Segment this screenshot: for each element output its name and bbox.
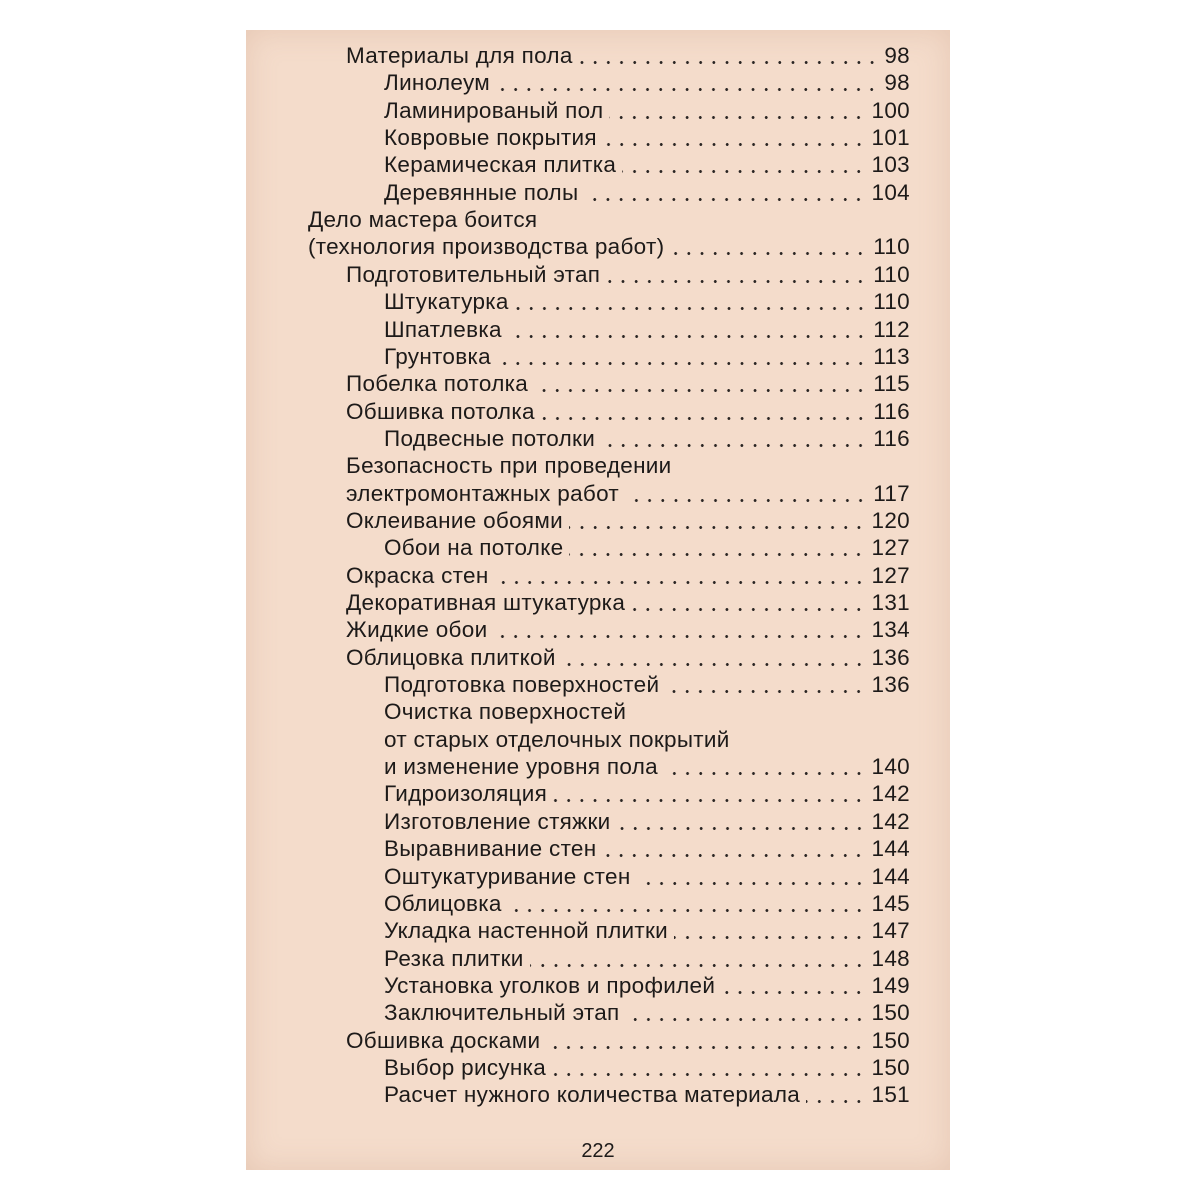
toc-entry-title: Штукатурка [384, 289, 509, 315]
toc-entry [346, 644, 910, 671]
toc-entry [346, 480, 910, 507]
toc-entry [384, 316, 910, 343]
dot-leader [721, 991, 865, 994]
toc-entry [384, 179, 910, 206]
toc-entry [384, 945, 910, 972]
toc-entry [346, 616, 910, 643]
toc-entry-page: 120 [871, 507, 910, 533]
toc-entry-page: 147 [871, 918, 910, 944]
toc-entry-title: Обшивка потолка [346, 398, 535, 424]
toc-entry [346, 261, 910, 288]
toc-entry [346, 1027, 910, 1054]
toc-entry-title: Подвесные потолки [384, 425, 596, 451]
toc-entry-title: Расчет нужного количества материала [384, 1082, 801, 1108]
toc-entry [346, 398, 910, 425]
dot-leader [609, 116, 865, 119]
toc-entry-page: 140 [871, 754, 910, 780]
toc-entry-page: 110 [873, 289, 910, 315]
toc-entry [346, 507, 910, 534]
toc-entry [384, 972, 910, 999]
toc-entry-title: Декоративная штукатурка [346, 590, 626, 615]
dot-leader [637, 882, 866, 885]
toc-entry-title: Резка плитки [384, 945, 524, 971]
toc-entry-page: 113 [873, 343, 910, 369]
dot-leader [626, 1018, 866, 1021]
toc-entry-title: Материалы для пола [346, 43, 573, 68]
dot-leader [603, 143, 866, 146]
toc-entry-title: от старых отделочных покрытий [384, 726, 730, 752]
toc-entry-page: 110 [873, 234, 910, 260]
dot-leader [622, 170, 865, 173]
toc-entry-page: 145 [871, 890, 910, 916]
toc-entry-title: Выбор рисунка [384, 1054, 547, 1080]
toc-entry-title: Гидроизоляция [384, 781, 548, 807]
toc-entry-page: 142 [871, 808, 910, 834]
toc-entry-title: Установка уголков и профилей [384, 972, 716, 998]
toc-entry-page: 98 [884, 43, 910, 68]
dot-leader [496, 88, 878, 91]
toc-entry-page: 100 [871, 97, 910, 123]
toc-entry [384, 1054, 910, 1081]
toc-entry [346, 42, 910, 69]
dot-leader [493, 635, 865, 638]
toc-entry-title: и изменение уровня пола [384, 754, 658, 780]
dot-leader [631, 608, 865, 611]
dot-leader [569, 553, 865, 556]
toc-entry-title: Дело мастера боится [308, 207, 538, 233]
toc-entry [384, 917, 910, 944]
dot-leader [584, 198, 865, 201]
toc-entry [384, 671, 910, 698]
toc-entry [384, 890, 910, 917]
toc-entry-page: 98 [884, 70, 910, 96]
dot-leader [670, 252, 867, 255]
toc-entry-title: Ковровые покрытия [384, 125, 597, 151]
dot-leader [664, 772, 866, 775]
toc-entry-page: 136 [871, 644, 910, 670]
dot-leader [617, 827, 866, 830]
toc-entry [384, 835, 910, 862]
toc-entry [384, 808, 910, 835]
toc-entry-page: 127 [871, 535, 910, 561]
table-of-contents [246, 30, 950, 1170]
toc-entry-title: Окраска стен [346, 562, 489, 588]
toc-entry [384, 97, 910, 124]
dot-leader [674, 936, 866, 939]
dot-leader [546, 1046, 865, 1049]
toc-entry [384, 780, 910, 807]
dot-leader [602, 854, 865, 857]
toc-entry-title: Безопасность при проведении [346, 453, 672, 479]
toc-entry-line [346, 452, 672, 479]
dot-leader [497, 362, 867, 365]
toc-entry [384, 753, 910, 780]
toc-entry-page: 151 [871, 1082, 910, 1108]
toc-entry-page: 142 [871, 781, 910, 807]
toc-entry-page: 150 [871, 1027, 910, 1053]
toc-entry-line [308, 206, 537, 233]
toc-entry-title: Заключительный этап [384, 1000, 620, 1026]
toc-entry-title: Жидкие обои [346, 617, 488, 643]
toc-entry [384, 863, 910, 890]
toc-entry [346, 589, 910, 616]
dot-leader [601, 444, 867, 447]
toc-entry-title: Линолеум [384, 70, 491, 96]
toc-entry [384, 1081, 910, 1108]
page-number: 222 [581, 1140, 615, 1162]
toc-entry [346, 370, 910, 397]
dot-leader [495, 581, 866, 584]
toc-entry-page: 104 [871, 179, 910, 205]
toc-entry-title: Очистка поверхностей [384, 699, 627, 725]
dot-leader [541, 417, 867, 420]
toc-entry-title: Ламинированый пол [384, 97, 604, 123]
toc-entry-page: 116 [873, 398, 910, 424]
toc-entry-page: 144 [871, 863, 910, 889]
toc-entry-title: Подготовительный этап [346, 261, 601, 287]
toc-entry-title: Керамическая плитка [384, 152, 617, 178]
toc-entry-title: Грунтовка [384, 343, 491, 369]
toc-entry [384, 425, 910, 452]
toc-entry-page: 144 [871, 836, 910, 862]
dot-leader [625, 499, 867, 502]
toc-entry-page: 134 [871, 617, 910, 643]
toc-entry [384, 288, 910, 315]
dot-leader [569, 526, 866, 529]
toc-entry-title: (технология производства работ) [308, 234, 665, 260]
toc-entry-page: 150 [871, 1054, 910, 1080]
toc-entry [384, 999, 910, 1026]
toc-entry-line [384, 726, 730, 753]
toc-entry-page: 148 [871, 945, 910, 971]
toc-entry [384, 343, 910, 370]
dot-leader [515, 307, 868, 310]
toc-entry [384, 534, 910, 561]
toc-entry-title: Побелка потолка [346, 371, 529, 397]
toc-entry-page: 136 [871, 672, 910, 698]
toc-entry-page: 112 [873, 316, 910, 342]
toc-entry-title: Подготовка поверхностей [384, 672, 660, 698]
toc-entry-title: Обои на потолке [384, 535, 564, 561]
book-page [246, 30, 950, 1170]
toc-entry [384, 124, 910, 151]
toc-entry-page: 117 [873, 480, 910, 506]
toc-entry-page: 103 [871, 152, 910, 178]
dot-leader [562, 663, 866, 666]
toc-entry-page: 116 [873, 425, 910, 451]
dot-leader [508, 335, 867, 338]
toc-entry-page: 150 [871, 1000, 910, 1026]
toc-entry-line [384, 698, 626, 725]
toc-entry-page: 131 [871, 590, 910, 615]
toc-entry-title: Укладка настенной плитки [384, 918, 668, 944]
dot-leader [553, 799, 865, 802]
dot-leader [530, 964, 866, 967]
toc-entry-title: Оклеивание обоями [346, 507, 564, 533]
toc-entry-title: Оштукатуривание стен [384, 863, 631, 889]
toc-entry-page: 127 [871, 562, 910, 588]
dot-leader [508, 909, 866, 912]
toc-entry-title: электромонтажных работ [346, 480, 620, 506]
dot-leader [534, 389, 867, 392]
toc-entry-page: 149 [871, 972, 910, 998]
toc-entry-title: Облицовка [384, 890, 502, 916]
toc-entry-title: Обшивка досками [346, 1027, 541, 1053]
toc-entry [308, 233, 910, 260]
dot-leader [552, 1073, 865, 1076]
dot-leader [665, 690, 865, 693]
dot-leader [579, 61, 879, 64]
toc-entry-title: Изготовление стяжки [384, 808, 611, 834]
dot-leader [606, 280, 867, 283]
toc-entry [384, 151, 910, 178]
toc-entry-page: 101 [871, 125, 910, 151]
toc-entry-page: 110 [873, 261, 910, 287]
toc-entry-page: 115 [873, 371, 910, 397]
toc-entry [346, 562, 910, 589]
toc-entry-title: Деревянные полы [384, 179, 579, 205]
toc-entry [384, 69, 910, 96]
dot-leader [806, 1100, 865, 1103]
toc-entry-title: Выравнивание стен [384, 836, 597, 862]
toc-entry-title: Облицовка плиткой [346, 644, 556, 670]
toc-entry-title: Шпатлевка [384, 316, 502, 342]
